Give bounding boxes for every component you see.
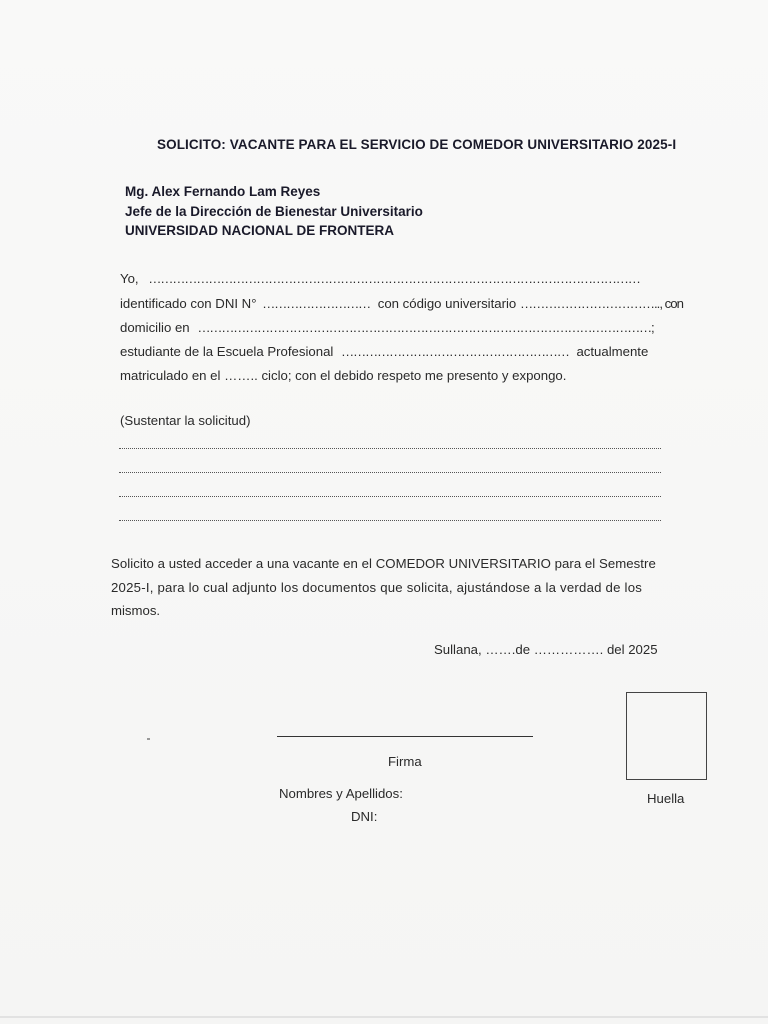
dni-signature-label: DNI: <box>351 809 378 824</box>
justification-line-2 <box>119 472 661 473</box>
justification-line-3 <box>119 496 661 497</box>
signature-label: Firma <box>388 754 422 769</box>
dni-blank: ……………………… <box>262 296 371 311</box>
school-blank: ………………………………………………… <box>341 344 569 359</box>
statement-yo: Yo, <box>120 271 139 286</box>
request-line-1: Solicito a usted acceder a una vacante en el COMEDOR UNIVERSITARIO para el Semestre <box>111 556 656 571</box>
date-line: Sullana, …….de ……………. del 2025 <box>434 642 658 657</box>
student-code-blank: …………………………….., con <box>519 296 683 311</box>
address-blank: ……………………………………………………………………………………………………; <box>197 320 654 335</box>
justification-line-4 <box>119 520 661 521</box>
request-line-2: 2025-I, para lo cual adjunto los documentos que solicita, ajustándose a la verdad de los <box>111 580 643 595</box>
student-code-label: con código universitario <box>377 296 517 311</box>
statement-line-1 <box>120 271 640 286</box>
names-label: Nombres y Apellidos: <box>279 786 403 801</box>
school-label: estudiante de la Escuela Profesional <box>120 344 334 359</box>
scan-edge <box>0 1016 768 1018</box>
justification-line-1 <box>119 448 661 449</box>
statement-line-2 <box>120 296 683 311</box>
address-label: domicilio en <box>120 320 190 335</box>
addressee-institution: UNIVERSIDAD NACIONAL DE FRONTERA <box>125 223 395 238</box>
fingerprint-box <box>626 692 707 780</box>
justification-label: (Sustentar la solicitud) <box>120 413 251 428</box>
statement-line-3 <box>120 320 653 335</box>
request-line-3: mismos. <box>111 603 161 618</box>
addressee-position: Jefe de la Dirección de Bienestar Universitario <box>125 204 423 219</box>
fingerprint-label: Huella <box>647 791 685 806</box>
currently-label: actualmente <box>576 344 649 359</box>
name-blank: …………………………………………………………………………………………………………… <box>148 271 640 286</box>
scan-speck <box>147 738 150 740</box>
signature-line <box>277 736 533 737</box>
dni-label: identificado con DNI N° <box>120 296 257 311</box>
document-title: SOLICITO: VACANTE PARA EL SERVICIO DE COMEDOR UNIVERSITARIO 2025-I <box>157 137 677 152</box>
addressee-name: Mg. Alex Fernando Lam Reyes <box>125 184 321 199</box>
statement-line-5: matriculado en el …….. ciclo; con el debido respeto me presento y expongo. <box>120 368 567 383</box>
statement-line-4 <box>120 344 648 359</box>
